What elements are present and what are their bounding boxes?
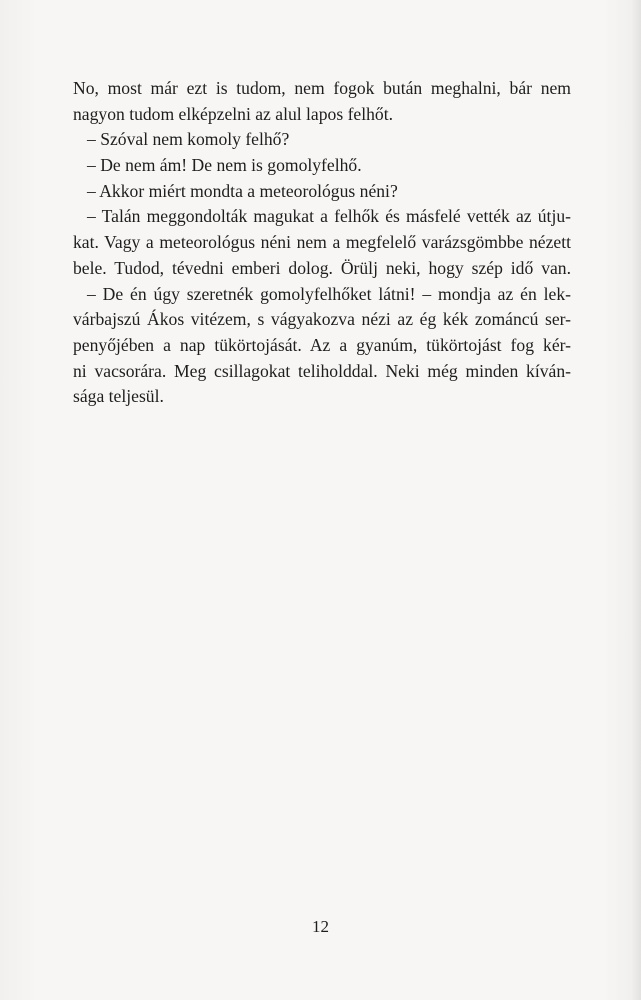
text-line-3: – Szóval nem komoly felhő? — [87, 129, 290, 150]
page-number: 12 — [312, 917, 329, 936]
text-line-4: – De nem ám! De nem is gomolyfelhő. — [87, 155, 362, 176]
text-line-7: kat. Vagy a meteorológus néni nem a megfelelő varázsgömbbe nézett — [73, 232, 571, 253]
text-line-12: ni vacsorára. Meg csillagokat teliholddal. Neki még minden kíván- — [73, 360, 571, 381]
text-line-9: – De én úgy szeretnék gomolyfelhőket látni! – mondja az én lek- — [87, 283, 571, 304]
text-line-8: bele. Tudod, tévedni emberi dolog. Örülj neki, hogy szép idő van. — [73, 257, 571, 278]
text-line-11: penyőjében a nap tükörtojását. Az a gyanúm, tükörtojást fog kér- — [73, 334, 571, 355]
text-line-5: – Akkor miért mondta a meteorológus néni? — [87, 180, 398, 201]
text-line-6: – Talán meggondolták magukat a felhők és másfelé vették az útju- — [87, 206, 571, 227]
text-line-1: No, most már ezt is tudom, nem fogok bután meghalni, bár nem — [73, 78, 571, 98]
page-edge-shadow — [631, 0, 641, 1000]
body-text — [73, 76, 571, 410]
text-line-2: nagyon tudom elképzelni az alul lapos felhőt. — [73, 103, 394, 124]
text-line-10: várbajszú Ákos vitézem, s vágyakozva nézi az ég kék zománcú ser- — [73, 309, 571, 330]
text-line-13: sága teljesül. — [73, 386, 164, 407]
